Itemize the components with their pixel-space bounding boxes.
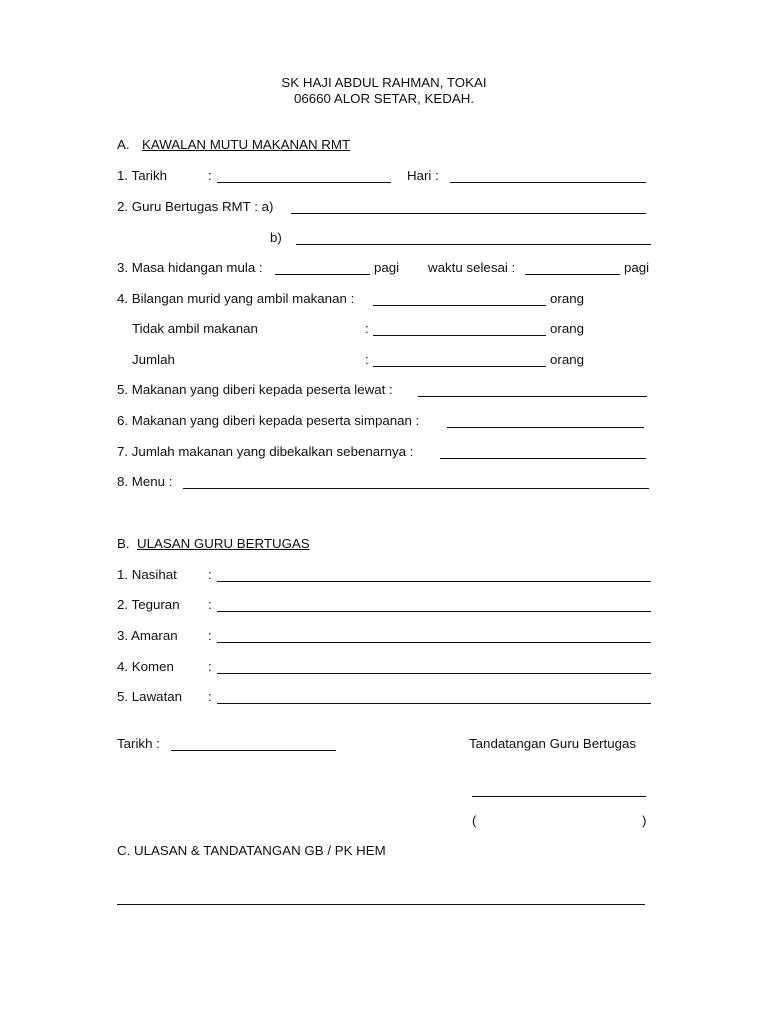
q8-label: 8. Menu : xyxy=(117,474,173,489)
jumlah-colon: : xyxy=(365,352,369,367)
jumlah-dibekalkan-field[interactable] xyxy=(440,458,646,459)
school-address: 06660 ALOR SETAR, KEDAH. xyxy=(293,91,475,106)
amaran-colon: : xyxy=(208,628,212,643)
paren-close: ) xyxy=(642,813,647,828)
signature-line[interactable] xyxy=(472,796,646,797)
q3-label: 3. Masa hidangan mula : xyxy=(117,260,263,275)
tarikh-b-label: Tarikh : xyxy=(117,736,160,751)
section-a-title: KAWALAN MUTU MAKANAN RMT xyxy=(142,137,351,152)
peserta-lewat-field[interactable] xyxy=(418,396,647,397)
ambil-makanan-field[interactable] xyxy=(373,305,546,306)
komen-colon: : xyxy=(208,659,212,674)
section-c-field[interactable] xyxy=(117,904,645,905)
q2-label: 2. Guru Bertugas RMT : a) xyxy=(117,199,274,214)
nasihat-field[interactable] xyxy=(217,581,651,582)
orang-label-2: orang xyxy=(550,321,585,336)
waktu-selesai-label: waktu selesai : xyxy=(428,260,516,275)
jumlah-field[interactable] xyxy=(373,366,546,367)
jumlah-label: Jumlah xyxy=(132,352,175,367)
tidak-ambil-colon: : xyxy=(365,321,369,336)
amaran-label: 3. Amaran xyxy=(117,628,178,643)
tarikh-b-field[interactable] xyxy=(171,750,336,751)
section-b-title: ULASAN GURU BERTUGAS xyxy=(137,536,310,551)
orang-label-3: orang xyxy=(550,352,585,367)
paren-open: ( xyxy=(472,813,477,828)
peserta-simpanan-field[interactable] xyxy=(447,427,644,428)
pagi-label-2: pagi xyxy=(624,260,650,275)
q2-b-label: b) xyxy=(270,230,282,245)
nasihat-colon: : xyxy=(208,567,212,582)
section-c-title: C. ULASAN & TANDATANGAN GB / PK HEM xyxy=(117,843,386,858)
teguran-field[interactable] xyxy=(217,611,651,612)
q1-colon: : xyxy=(208,168,212,183)
menu-field[interactable] xyxy=(183,488,649,489)
tidak-ambil-field[interactable] xyxy=(373,335,546,336)
komen-label: 4. Komen xyxy=(117,659,174,674)
guru-a-field[interactable] xyxy=(291,213,646,214)
tandatangan-label: Tandatangan Guru Bertugas xyxy=(469,736,637,751)
guru-b-field[interactable] xyxy=(296,244,651,245)
q5-label: 5. Makanan yang diberi kepada peserta lewat : xyxy=(117,382,393,397)
teguran-colon: : xyxy=(208,597,212,612)
waktu-selesai-field[interactable] xyxy=(525,274,620,275)
school-name: SK HAJI ABDUL RAHMAN, TOKAI xyxy=(281,75,487,90)
q7-label: 7. Jumlah makanan yang dibekalkan sebenarnya : xyxy=(117,444,414,459)
teguran-label: 2. Teguran xyxy=(117,597,180,612)
amaran-field[interactable] xyxy=(217,642,651,643)
nasihat-label: 1. Nasihat xyxy=(117,567,177,582)
tidak-ambil-label: Tidak ambil makanan xyxy=(132,321,258,336)
q6-label: 6. Makanan yang diberi kepada peserta simpanan : xyxy=(117,413,420,428)
masa-mula-field[interactable] xyxy=(275,274,370,275)
lawatan-field[interactable] xyxy=(217,703,651,704)
lawatan-label: 5. Lawatan xyxy=(117,689,183,704)
q1-tarikh-field[interactable] xyxy=(217,182,391,183)
hari-label: Hari : xyxy=(407,168,439,183)
orang-label-1: orang xyxy=(550,291,585,306)
lawatan-colon: : xyxy=(208,689,212,704)
komen-field[interactable] xyxy=(217,673,651,674)
q1-label: 1. Tarikh xyxy=(117,168,168,183)
section-a-letter: A. xyxy=(117,137,130,152)
pagi-label-1: pagi xyxy=(374,260,400,275)
q4-label: 4. Bilangan murid yang ambil makanan : xyxy=(117,291,355,306)
hari-field[interactable] xyxy=(450,182,646,183)
section-b-letter: B. xyxy=(117,536,130,551)
